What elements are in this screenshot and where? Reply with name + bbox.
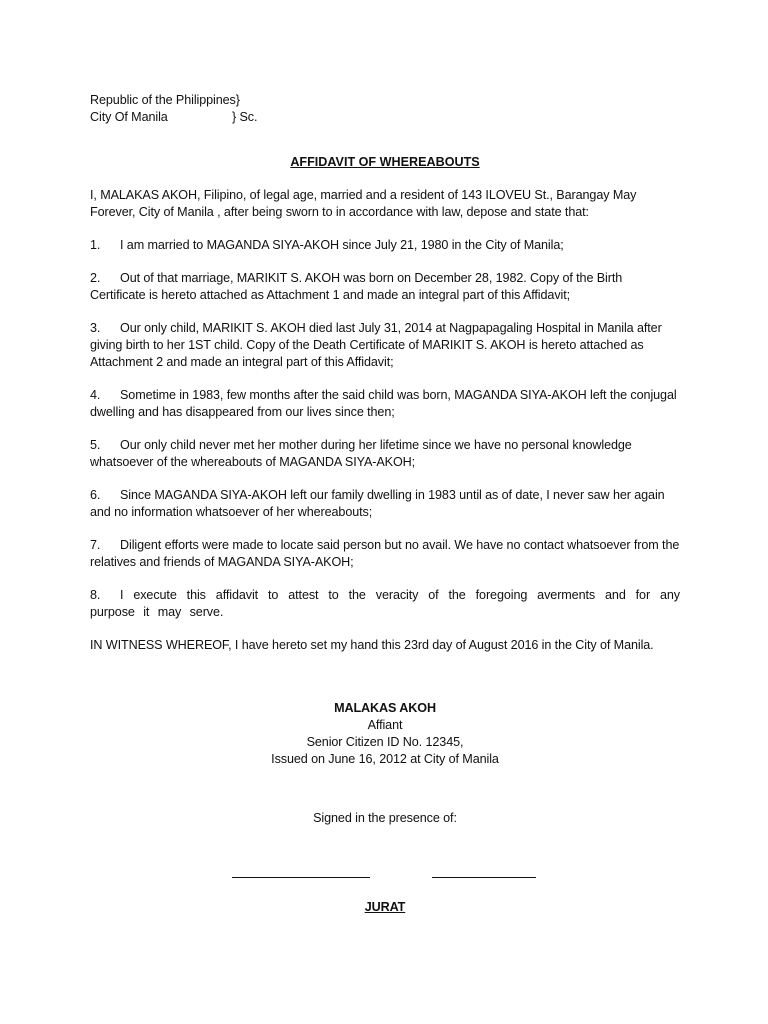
caption-line-2 — [90, 109, 680, 126]
paragraph-number: 3. — [90, 321, 101, 335]
paragraph-3 — [90, 320, 680, 371]
affiant-role: Affiant — [367, 718, 403, 732]
paragraph-text: Our only child never met her mother during her lifetime since we have no personal knowledge whatsoever of the whereabouts of MAGANDA SIYA-AKOH; — [90, 438, 632, 469]
paragraph-number: 8. — [90, 588, 101, 602]
paragraph-number: 5. — [90, 438, 101, 452]
caption-city: City Of Manila — [90, 110, 168, 124]
paragraph-number: 1. — [90, 238, 101, 252]
paragraph-text: Diligent efforts were made to locate said person but no avail. We have no contact whatsoever from the relatives and friends of MAGANDA SIYA-AKOH; — [90, 538, 680, 569]
paragraph-number: 7. — [90, 538, 101, 552]
paragraph-1 — [90, 237, 680, 254]
paragraph-number: 6. — [90, 488, 101, 502]
paragraph-number: 2. — [90, 271, 101, 285]
paragraph-4 — [90, 387, 680, 421]
paragraph-6 — [90, 487, 680, 521]
paragraph-text: Out of that marriage, MARIKIT S. AKOH was born on December 28, 1982. Copy of the Birth Certificate is hereto attached as Attachment 1 and made an integral part of this Affidavit; — [90, 271, 623, 302]
affiant-id: Senior Citizen ID No. 12345, — [306, 735, 464, 749]
affiant-id-issued: Issued on June 16, 2012 at City of Manila — [271, 752, 499, 766]
witness-signature-lines — [90, 865, 680, 885]
witness-clause: IN WITNESS WHEREOF, I have hereto set my hand this 23rd day of August 2016 in the City of Manila. — [90, 638, 654, 652]
intro-paragraph: I, MALAKAS AKOH, Filipino, of legal age, married and a resident of 143 ILOVEU St., Barangay May Forever, City of Manila , after being sworn to in accordance with law, depose and state that: — [90, 188, 637, 219]
affiant-name: MALAKAS AKOH — [334, 701, 436, 715]
paragraph-2 — [90, 270, 680, 304]
document-title: AFFIDAVIT OF WHEREABOUTS — [290, 155, 480, 169]
paragraph-text: Our only child, MARIKIT S. AKOH died last July 31, 2014 at Nagpapagaling Hospital in Manila after giving birth to her 1ST child. Copy of the Death Certificate of MARIKIT S. AKOH is hereto attached as Attachment 2 and made an integral part of this Affidavit; — [90, 321, 662, 369]
paragraph-text: I execute this affidavit to attest to the veracity of the foregoing averments and for any purpose it may serve. — [90, 588, 680, 619]
caption-sc: } Sc. — [232, 110, 258, 124]
paragraph-7 — [90, 537, 680, 571]
paragraph-text: Sometime in 1983, few months after the said child was born, MAGANDA SIYA-AKOH left the conjugal dwelling and has disappeared from our lives since then; — [90, 388, 677, 419]
signature-block — [90, 700, 680, 768]
paragraph-text: Since MAGANDA SIYA-AKOH left our family dwelling in 1983 until as of date, I never saw her again and no information whatsoever of her whereabouts; — [90, 488, 665, 519]
caption-country: Republic of the Philippines} — [90, 93, 240, 107]
affidavit-document — [90, 92, 680, 916]
paragraph-number: 4. — [90, 388, 101, 402]
witness-signature-line-2 — [432, 865, 536, 878]
paragraph-8 — [90, 587, 680, 621]
paragraph-text: I am married to MAGANDA SIYA-AKOH since July 21, 1980 in the City of Manila; — [120, 238, 564, 252]
caption-line-1 — [90, 92, 680, 109]
jurat-heading: JURAT — [364, 900, 406, 914]
paragraph-5 — [90, 437, 680, 471]
signed-in-presence-label: Signed in the presence of: — [313, 811, 457, 825]
witness-signature-line-1 — [232, 865, 370, 878]
